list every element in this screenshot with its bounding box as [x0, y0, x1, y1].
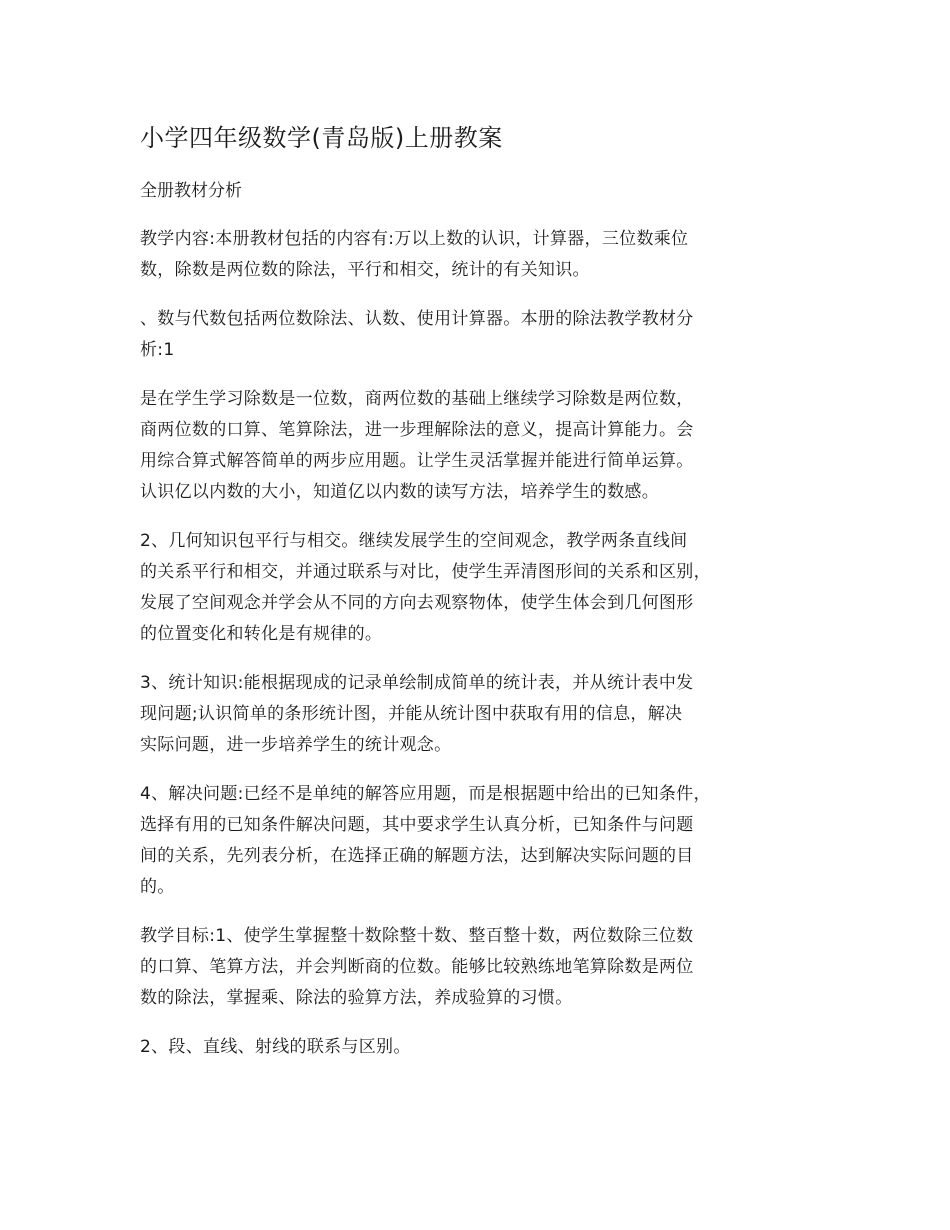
text-line: 用综合算式解答简单的两步应用题。让学生灵活掌握并能进行简单运算。 — [140, 451, 694, 471]
paragraph-content — [140, 224, 830, 286]
text-line: 数，除数是两位数的除法，平行和相交，统计的有关知识。 — [140, 260, 590, 280]
section-subtitle: 全册教材分析 — [140, 181, 242, 201]
paragraph-lines-rays — [140, 1032, 830, 1063]
text-line: 的关系平行和相交，并通过联系与对比，使学生弄清图形间的关系和区别， — [140, 562, 711, 582]
paragraph-division — [140, 384, 830, 508]
text-line: 间的关系，先列表分析，在选择正确的解题方法，达到解决实际问题的目 — [140, 846, 694, 866]
text-line: 是在学生学习除数是一位数，商两位数的基础上继续学习除数是两位数， — [140, 389, 694, 409]
text-line: 、数与代数包括两位数除法、认数、使用计算器。本册的除法教学教材分 — [140, 309, 694, 329]
document-page — [140, 118, 830, 1081]
text-line: 现问题;认识简单的条形统计图，并能从统计图中获取有用的信息，解决 — [140, 704, 683, 724]
text-line: 的口算、笔算方法，并会判断商的位数。能够比较熟练地笔算除数是两位 — [140, 957, 694, 977]
text-line: 3、统计知识:能根据现成的记录单绘制成简单的统计表，并从统计表中发 — [140, 673, 694, 693]
text-line: 的。 — [140, 877, 175, 897]
text-line: 认识亿以内数的大小，知道亿以内数的读写方法，培养学生的数感。 — [140, 482, 659, 502]
text-line: 商两位数的口算、笔算除法，进一步理解除法的意义，提高计算能力。会 — [140, 420, 694, 440]
text-line: 发展了空间观念并学会从不同的方向去观察物体，使学生体会到几何图形 — [140, 593, 694, 613]
text-line: 2、几何知识包平行与相交。继续发展学生的空间观念，教学两条直线间 — [140, 531, 688, 551]
text-line: 4、解决问题:已经不是单纯的解答应用题，而是根据题中给出的已知条件， — [140, 784, 711, 804]
paragraph-statistics — [140, 668, 830, 761]
text-line: 的位置变化和转化是有规律的。 — [140, 624, 383, 644]
text-line: 教学目标:1、使学生掌握整十数除整十数、整百整十数，两位数除三位数 — [140, 926, 694, 946]
paragraph-geometry — [140, 526, 830, 650]
text-line: 2、段、直线、射线的联系与区别。 — [140, 1037, 411, 1057]
document-title: 小学四年级数学(青岛版)上册教案 — [140, 124, 503, 152]
text-line: 实际问题，进一步培养学生的统计观念。 — [140, 735, 452, 755]
paragraph-teaching-goals — [140, 921, 830, 1014]
paragraph-problem-solving — [140, 779, 830, 903]
text-line: 数的除法，掌握乘、除法的验算方法，养成验算的习惯。 — [140, 988, 573, 1008]
paragraph-number-algebra — [140, 304, 830, 366]
text-line: 选择有用的已知条件解决问题，其中要求学生认真分析，已知条件与问题 — [140, 815, 694, 835]
text-line: 教学内容:本册教材包括的内容有:万以上数的认识，计算器，三位数乘位 — [140, 229, 689, 249]
text-line: 析:1 — [140, 340, 175, 360]
